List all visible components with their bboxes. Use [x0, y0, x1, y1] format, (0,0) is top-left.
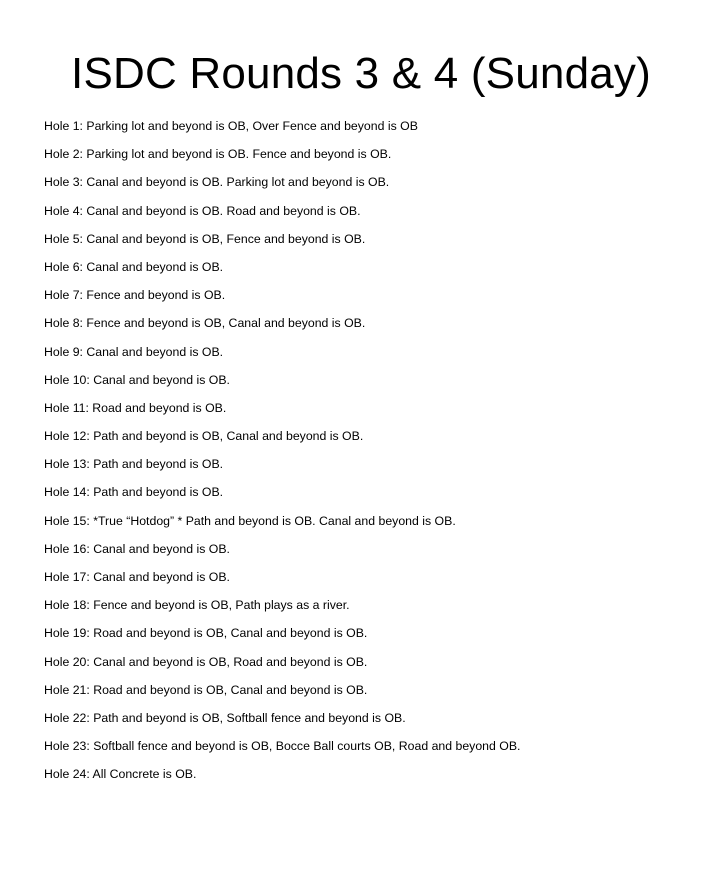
hole-rule-7: Hole 7: Fence and beyond is OB.	[44, 288, 226, 303]
hole-rule-6: Hole 6: Canal and beyond is OB.	[44, 259, 224, 274]
hole-rule-11: Hole 11: Road and beyond is OB.	[44, 400, 227, 415]
hole-rules-list	[44, 118, 704, 795]
hole-rule-16: Hole 16: Canal and beyond is OB.	[44, 541, 230, 556]
hole-rule-21: Hole 21: Road and beyond is OB, Canal and beyond is OB.	[44, 682, 368, 697]
hole-rule-17: Hole 17: Canal and beyond is OB.	[44, 570, 230, 584]
hole-rule-10: Hole 10: Canal and beyond is OB.	[44, 372, 230, 387]
hole-rule-8: Hole 8: Fence and beyond is OB, Canal and beyond is OB.	[44, 316, 366, 331]
hole-rule-3: Hole 3: Canal and beyond is OB. Parking lot and beyond is OB.	[44, 175, 390, 190]
hole-rule-5: Hole 5: Canal and beyond is OB, Fence and beyond is OB.	[44, 231, 366, 246]
hole-rule-22: Hole 22: Path and beyond is OB, Softball fence and beyond is OB.	[44, 710, 406, 725]
hole-rule-14: Hole 14: Path and beyond is OB.	[44, 485, 224, 500]
hole-rule-20: Hole 20: Canal and beyond is OB, Road and beyond is OB.	[44, 654, 368, 669]
hole-rule-9: Hole 9: Canal and beyond is OB.	[44, 344, 224, 359]
hole-rule-4: Hole 4: Canal and beyond is OB. Road and beyond is OB.	[44, 203, 361, 218]
hole-rule-13: Hole 13: Path and beyond is OB.	[44, 457, 224, 472]
hole-rule-15: Hole 15: *True “Hotdog” * Path and beyond is OB. Canal and beyond is OB.	[44, 513, 456, 528]
hole-rule-23: Hole 23: Softball fence and beyond is OB, Bocce Ball courts OB, Road and beyond OB.	[44, 739, 521, 754]
hole-rule-24: Hole 24: All Concrete is OB.	[44, 767, 197, 782]
hole-rule-12: Hole 12: Path and beyond is OB, Canal and beyond is OB.	[44, 429, 364, 444]
hole-rule-19: Hole 19: Road and beyond is OB, Canal and beyond is OB.	[44, 626, 368, 641]
hole-rule-18: Hole 18: Fence and beyond is OB, Path plays as a river.	[44, 598, 350, 613]
hole-rule-2: Hole 2: Parking lot and beyond is OB. Fence and beyond is OB.	[44, 147, 392, 162]
page-title: ISDC Rounds 3 & 4 (Sunday)	[71, 49, 651, 98]
hole-rule-1: Hole 1: Parking lot and beyond is OB, Over Fence and beyond is OB	[44, 119, 418, 133]
